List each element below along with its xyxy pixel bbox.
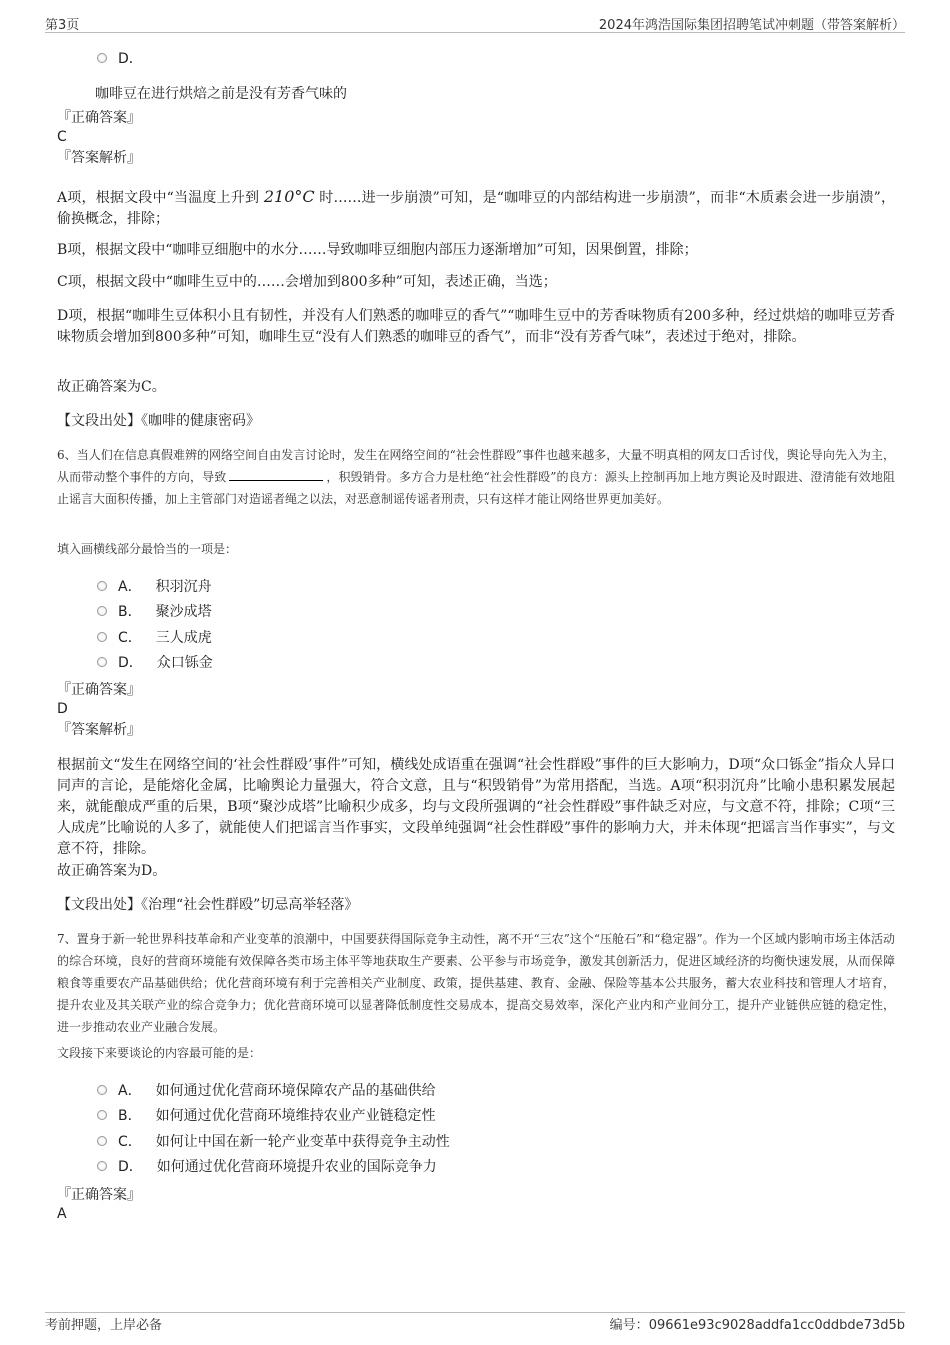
q5-analysis-b: B项，根据文段中“咖啡豆细胞中的水分……导致咖啡豆细胞内部压力逐渐增加”可知，因果倒置，排除； bbox=[57, 242, 698, 258]
q7-answer-label: 『正确答案』 bbox=[57, 1187, 141, 1203]
q6-stem: 6、当人们在信息真假难辨的网络空间自由发言讨论时，发生在网络空间的“社会性群殴”事件也越来越多，大量不明真相的网友口舌讨伐，舆论导向先入为主，从而带动整个事件的方向，导致 ，积毁销骨。多方合力是杜绝“社会性群殴”的良方：源头上控制再加上地方舆论及时跟进、澄清能有效地阻止谣言大面积传播，加上主管部门对造谣者绳之以法，对恶意制谣传谣者刑责，只有这样才能让网络世界更加美好。 bbox=[57, 448, 895, 506]
q7-option-c[interactable]: C． 如何让中国在新一轮产业变革中获得竞争主动性 bbox=[97, 1131, 450, 1151]
q5-answer-label: 『正确答案』 bbox=[57, 110, 141, 126]
q5-option-d[interactable] bbox=[97, 48, 157, 68]
radio-icon[interactable] bbox=[97, 632, 107, 642]
q6-answer-label: 『正确答案』 bbox=[57, 682, 141, 698]
q6-prompt: 填入画横线部分最恰当的一项是： bbox=[57, 542, 238, 556]
q6-option-d[interactable]: D． 众口铄金 bbox=[97, 652, 213, 672]
q7-option-d[interactable]: D． 如何通过优化营商环境提升农业的国际竞争力 bbox=[97, 1156, 437, 1176]
q5-option-d-text: 咖啡豆在进行烘焙之前是没有芳香气味的 bbox=[95, 86, 347, 102]
radio-icon[interactable] bbox=[97, 1136, 107, 1146]
q7-answer: A bbox=[57, 1206, 67, 1222]
q5-analysis-c: C项，根据文段中“咖啡生豆中的……会增加到800多种”可知，表述正确，当选； bbox=[57, 274, 557, 290]
q7-option-b[interactable]: B． 如何通过优化营商环境维持农业产业链稳定性 bbox=[97, 1105, 436, 1125]
q5-analysis-label: 『答案解析』 bbox=[57, 150, 141, 166]
q5-analysis-d: D项，根据“咖啡生豆体积小且有韧性，并没有人们熟悉的咖啡豆的香气”“咖啡生豆中的芳香味物质有200多种，经过烘焙的咖啡豆芳香味物质会增加到800多种”可知，咖啡生豆“没有人们熟悉的咖啡豆的香气”，而非“没有芳香气味”，表述过于绝对，排除。 bbox=[57, 308, 895, 345]
footer-slogan: 考前押题，上岸必备 bbox=[45, 1318, 163, 1333]
radio-icon[interactable] bbox=[97, 1110, 107, 1120]
q5-analysis-a: A项，根据文段中“当温度上升到 210°C 时……进一步崩溃”可知，是“咖啡豆的内部结构进一步崩溃”，而非“木质素会进一步崩溃”，偷换概念，排除； bbox=[57, 187, 896, 227]
q5-conclusion: 故正确答案为C。 bbox=[57, 379, 166, 395]
footer-divider bbox=[45, 1312, 905, 1313]
temperature-formula: 210°C bbox=[263, 187, 315, 206]
q7-stem: 7、置身于新一轮世界科技革命和产业变革的浪潮中，中国要获得国际竞争主动性，离不开“三农”这个“压舱石”和“稳定器”。作为一个区域内影响市场主体活动的综合环境，良好的营商环境能有效保障各类市场主体平等地获取生产要素、公平参与市场竞争，激发其创新活力，促进区域经济的均衡快速发展，从而保障粮食等重要农产品基础供给；优化营商环境有利于完善相关产业制度、政策，提供基建、教育、金融、保险等基本公共服务，蓄大农业科技和管理人才培育，提升农业及其关联产业的综合竞争力；优化营商环境可以显著降低制度性交易成本，提高交易效率，深化产业内和产业间分工，提升产业链供应链的稳定性，进一步推动农业产业融合发展。 bbox=[57, 932, 895, 1034]
page-number: 第3页 bbox=[45, 18, 80, 33]
answer-blank bbox=[229, 468, 323, 481]
code-value: 09661e93c9028addfa1cc0ddbde73d5b bbox=[648, 1318, 905, 1333]
radio-icon[interactable] bbox=[97, 1085, 107, 1095]
q5-answer: C bbox=[57, 129, 67, 145]
q6-option-b[interactable]: B． 聚沙成塔 bbox=[97, 601, 212, 621]
q6-answer: D bbox=[57, 701, 68, 717]
q7-option-a[interactable]: A． 如何通过优化营商环境保障农产品的基础供给 bbox=[97, 1080, 436, 1100]
q6-option-c[interactable]: C． 三人成虎 bbox=[97, 627, 212, 647]
q6-analysis: 根据前文“发生在网络空间的‘社会性群殴’事件”可知，横线处成语重在强调“社会性群殴”事件的巨大影响力，D项“众口铄金”指众人异口同声的言论，是能熔化金属，比喻舆论力量强大，符合文意，且与“积毁销骨”为常用搭配，当选。A项“积羽沉舟”比喻小患积累发展起来，就能酿成严重的后果，B项“聚沙成塔”比喻积少成多，均与文段所强调的“社会性群殴”事件缺乏对应，与文意不符，排除；C项“三人成虎”比喻说的人多了，就能使人们把谣言当作事实，文段单纯强调“社会性群殴”事件的影响力大，并未体现“把谣言当作事实”，与文意不符，排除。 bbox=[57, 757, 895, 857]
radio-icon[interactable] bbox=[97, 581, 107, 591]
document-title: 2024年鸿浩国际集团招聘笔试冲刺题（带答案解析） bbox=[598, 18, 905, 33]
q6-source: 【文段出处】《治理“社会性群殴”切忌高举轻落》 bbox=[57, 897, 359, 913]
q7-prompt: 文段接下来要谈论的内容最可能的是： bbox=[57, 1046, 262, 1060]
q5-source: 【文段出处】《咖啡的健康密码》 bbox=[57, 413, 260, 429]
document-code bbox=[610, 1314, 905, 1333]
code-label: 编号： bbox=[609, 1318, 649, 1333]
option-label: D． bbox=[118, 51, 143, 67]
radio-icon[interactable] bbox=[97, 53, 107, 63]
radio-icon[interactable] bbox=[97, 606, 107, 616]
radio-icon[interactable] bbox=[97, 657, 107, 667]
q6-analysis-label: 『答案解析』 bbox=[57, 722, 141, 738]
header-divider bbox=[45, 32, 905, 33]
q6-option-a[interactable]: A． 积羽沉舟 bbox=[97, 576, 212, 596]
q6-conclusion: 故正确答案为D。 bbox=[57, 863, 167, 879]
radio-icon[interactable] bbox=[97, 1161, 107, 1171]
